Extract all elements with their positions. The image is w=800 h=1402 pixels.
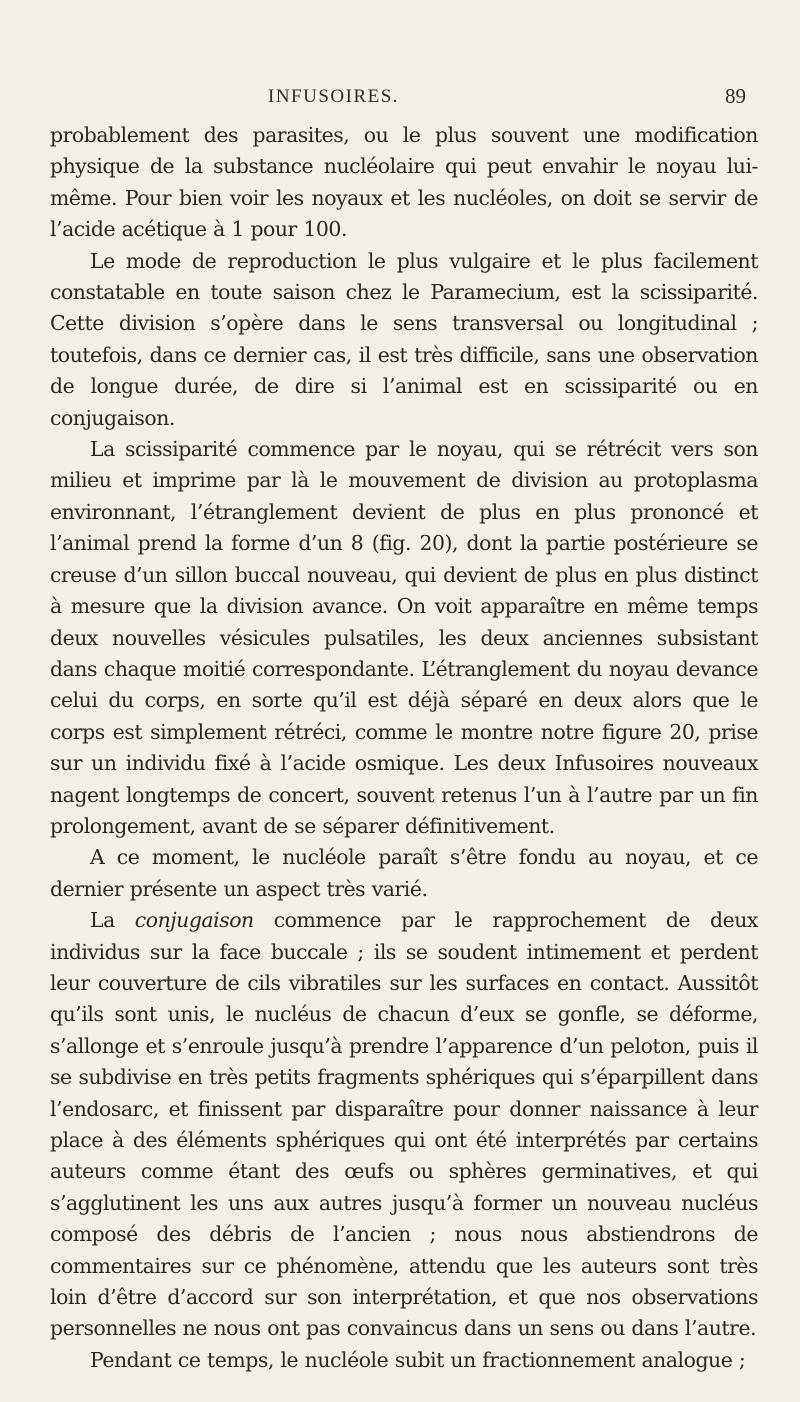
term-conjugaison: conjugaison <box>134 908 254 933</box>
paragraph-5-lead: La <box>90 908 115 933</box>
paragraph-3: La scissiparité commence par le noyau, qui se rétrécit vers son milieu et imprime par là le mouvement de division au protoplasma environnant, l’étranglement devient de plus en plus prononcé et l’animal prend la forme d’un 8 (fig. 20), dont la partie postérieure se creuse d’un sillon buccal nouveau, qui devient de plus en plus distinct à mesure que la division avance. On voit apparaître en même temps deux nouvelles vésicules pulsatiles, les deux anciennes subsistant dans chaque moitié correspondante. L’étranglement du noyau devance celui du corps, en sorte qu’il est déjà séparé en deux alors que le corps est simplement rétréci, comme le montre notre figure 20, prise sur un individu fixé à l’acide osmique. Les deux Infusoires nouveaux nagent longtemps de concert, souvent retenus l’un à l’autre par un fin prolongement, avant de se séparer définitivement. <box>50 437 758 838</box>
paragraph-6: Pendant ce temps, le nucléole subit un fractionnement analogue ; <box>90 1347 746 1372</box>
paragraph-5 <box>50 905 758 1345</box>
paragraph-4: A ce moment, le nucléole paraît s’être fondu au noyau, et ce dernier présente un aspect très varié. <box>50 845 758 901</box>
body-text <box>50 120 758 1376</box>
paragraph-2: Le mode de reproduction le plus vulgaire et le plus facilement constatable en toute saison chez le Paramecium, est la scissiparité. Cette division s’opère dans le sens transversal ou longitudinal ; toutefois, dans ce dernier cas, il est très difficile, sans une observation de longue durée, de dire si l’animal est en scissiparité ou en conjugaison. <box>50 248 758 430</box>
paragraph-1: probablement des parasites, ou le plus souvent une modification physique de la substance nucléolaire qui peut envahir le noyau lui-même. Pour bien voir les noyaux et les nucléoles, on doit se servir de l’acide acétique à 1 pour 100. <box>50 123 758 242</box>
running-title: INFUSOIRES. <box>268 86 400 107</box>
paragraph-5-rest: commence par le rapprochement de deux individus sur la face buccale ; ils se soudent intimement et perdent leur couverture de cils vibratiles sur les surfaces en contact. Aussitôt qu’ils sont unis, le nucléus de chacun d’eux se gonfle, se déforme, s’allonge et s’enroule jusqu’à prendre l’apparence d’un peloton, puis il se subdivise en très petits fragments sphériques qui s’éparpillent dans l’endosarc, et finissent par disparaître pour donner naissance à leur place à des éléments sphériques qui ont été interprétés par certains auteurs comme étant des œufs ou sphères germinatives, et qui s’agglutinent les uns aux autres jusqu’à former un nouveau nucléus composé des débris de l’ancien ; nous nous abstiendrons de commentaires sur ce phénomène, attendu que les auteurs sont très loin d’être d’accord sur son interprétation, et que nos observations personnelles ne nous ont pas convaincus dans un sens ou dans l’autre. <box>50 908 758 1341</box>
page-number: 89 <box>725 84 746 108</box>
